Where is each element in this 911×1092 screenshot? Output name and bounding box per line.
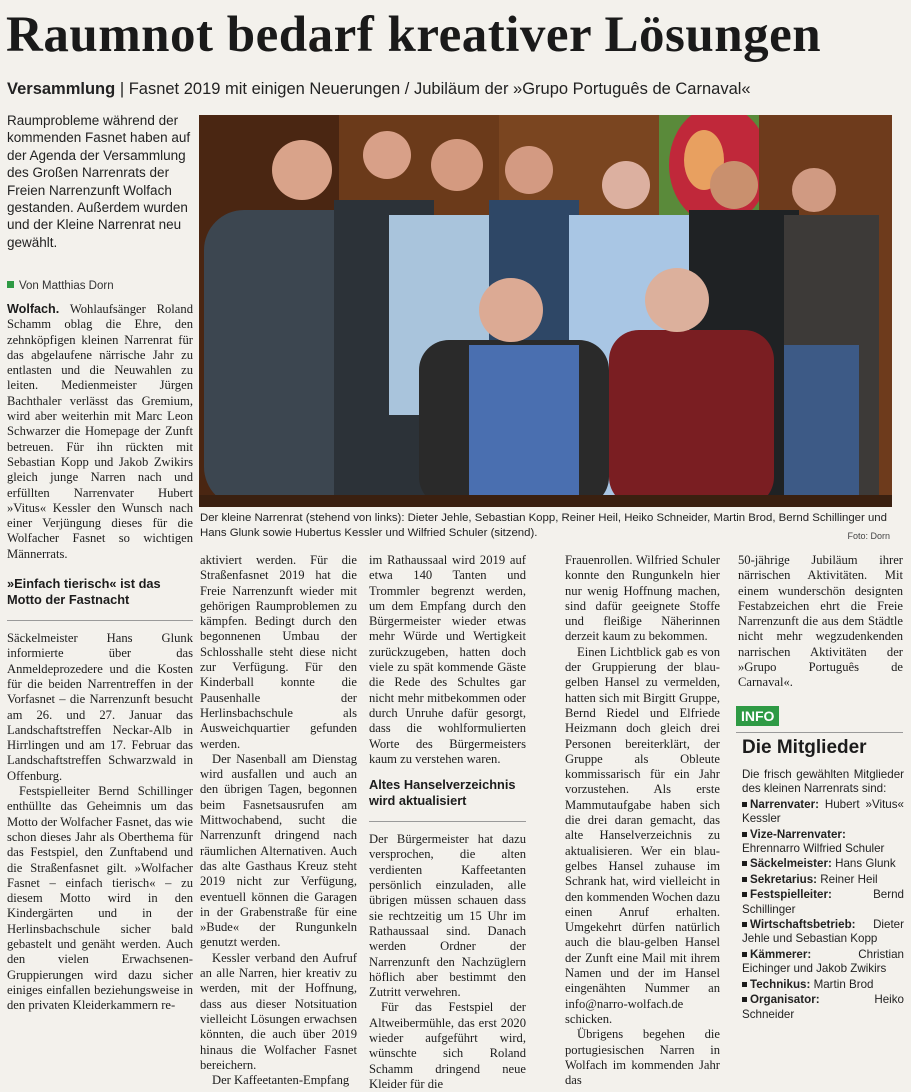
- photo-caption-text: Der kleine Narrenrat (stehend von links): Dieter Jehle, Sebastian Kopp, Reiner Heil, Heiko Schneider, Martin Brod, Bernd Schillinger und Hans Glunk sowie Hubertus Kessler und Wilfried Schuler (sitzend).: [200, 512, 887, 539]
- col2-paragraph-4: Der Kaffeetanten-Empfang: [212, 1073, 350, 1088]
- col2-paragraph-1: aktiviert werden. Für die Straßenfasnet 2019 hat die Freie Narrenzunft wieder mit gehörigen Raumproblemen zu kämpfen. Bedingt durch den begonnenen Umbau der Schlosshalle steht diese nicht zur Verfügung. Für den Kinderball konnte die Pausenhalle der Herlinsbachschule als Ausweichquartier gefunden werden.: [200, 553, 357, 751]
- left-subhead: »Einfach tierisch« ist das Motto der Fastnacht: [7, 576, 161, 608]
- info-box-body: [742, 768, 904, 1022]
- left-paragraph-1: Wohlaufsänger Roland Schamm oblag die Ehre, den zehnköpfigen kleinen Narrenrat für das abgelaufene närrische Jahr zu entlasten und die Neuwahlen zu leiten. Medienmeister Jürgen Bachthaler verlässt das Gremium, wird aber weiterhin mit Marc Leon Schwarzer die Homepage der Zunft betreuen. Für ihn rückten mit Sebastian Kopp und Jakob Zwikirs gleich junge Narren nach und erfüllten Narrenvater Hubert »Vitus« Kessler den Wunsch nach einer Verjüngung dieses für die Wolfacher Fasnet so wichtigen Männerrats.: [7, 302, 193, 561]
- col3-paragraph-3: Für das Festspiel der Altweibermühle, das erst 2020 wieder aufgeführt wird, wünschte sich Roland Schamm dringend neue Kleider für die: [369, 1000, 526, 1091]
- info-member: Säckelmeister: Hans Glunk: [742, 857, 904, 871]
- subline-separator: |: [119, 80, 125, 98]
- bullet-icon: [742, 922, 747, 927]
- col4-paragraph-1: Frauenrollen. Wilfried Schuler konnte den Rungunkeln hier nur wenig Hoffnung machen, sind dafür geeignete Stoffe und fleißige Näherinnen derzeit kaum zu bekommen.: [565, 553, 720, 644]
- author-name: Von Matthias Dorn: [19, 280, 114, 292]
- info-member: Vize-Narrenvater: Ehrennarro Wilfried Schuler: [742, 827, 885, 856]
- info-box-lead: Die frisch gewählten Mitglieder des kleinen Narrenrats sind:: [742, 768, 904, 796]
- dateline: Wolfach.: [7, 302, 60, 316]
- info-member: Festspielleiter: Bernd Schillinger: [742, 888, 904, 916]
- bullet-icon: [742, 832, 747, 837]
- col2-paragraph-3: Kessler verband den Aufruf an alle Narren, hier kreativ zu werden, mit der Hoffnung, dass aus dieser Notsituation vielleicht Lösungen erwachsen könnten, die auch über 2019 hinaus die Wolfacher Fasnet bereichern.: [200, 950, 357, 1072]
- info-member: Narrenvater: Hubert »Vitus« Kessler: [742, 797, 904, 826]
- col3-paragraph-1: im Rathaussaal wird 2019 auf etwa 140 Tanten und Trommler begrenzt werden, um dem Empfang durch den Bürgermeister wieder etwas mehr Würde und Wertigkeit zurückzugeben, hatten doch viele zu spät kommende Gäste die Rede des Schultes gar nicht mehr mitbekommen oder durch Unruhe dafür gesorgt, dass die wohlformulierten Worte des Bürgermeisters kaum zu verstehen waren.: [369, 553, 526, 766]
- left-paragraph-2: Säckelmeister Hans Glunk informierte über das Anmeldeprozedere und die Kosten für die beiden Narrentreffen in der Vorfasnet – die Narrenzunft besucht am 26. und 27. Januar das Landschaftstreffen Neckar-Alb in Hirrlingen und am 17. Februar das Landschaftstreffen Schwarzwald in Offenburg.: [7, 631, 193, 783]
- info-member: Organisator: Heiko Schneider: [742, 993, 904, 1021]
- col3-subhead: Altes Hanselverzeichnis wird aktualisiert: [369, 777, 516, 809]
- author-marker-icon: [7, 281, 14, 288]
- subline-text: Fasnet 2019 mit einigen Neuerungen / Jubiläum der »Grupo Português de Carnaval«: [128, 80, 751, 98]
- bullet-icon: [742, 952, 747, 957]
- photo-caption: [200, 511, 892, 541]
- bullet-icon: [742, 997, 747, 1002]
- bullet-icon: [742, 892, 747, 897]
- col2-paragraph-2: Der Nasenball am Dienstag wird ausfallen und auch an den übrigen Tagen, begonnen beim Fasnetsausrufen am Mittwochabend, sucht die Narrenzunft dringend nach räumlichen Alternativen. Auch das alte Gasthaus Kreuz steht 2019 nicht zur Verfügung, eventuell können die Garagen in der Grabenstraße für eine »Bude« der Rungunkeln genutzt werden.: [200, 751, 357, 950]
- col4-paragraph-2: Einen Lichtblick gab es von der Gruppierung der blau-gelben Hansel zu vermelden, hatten sich mit Birgitt Gruppe, Bernd Riedel und Elfriede Heizmann doch gleich drei Personen bereiterklärt, der Gruppe als Obleute kommissarisch für ein Jahr vorzustehen. Als erste Mammutaufgabe haben sich die drei daran gemacht, das alte Hanselverzeichnis zu aktualisieren. Wer ein blau-gelbes Hansel zuhause im Schrank hat, wird vielleicht in den kommenden Wochen dazu einen Anruf erhalten. Umgekehrt dürfen natürlich auch die blau-gelben Hansel der Zunft eine Mail mit ihrem Namen und der im Hansel eingenähten Nummer an info@narro-wolfach.de schicken.: [565, 644, 720, 1026]
- photo-credit: Foto: Dorn: [847, 531, 890, 541]
- left-subhead-rule: [7, 620, 193, 621]
- column-4: [565, 553, 720, 1088]
- group-photo-image: [199, 115, 892, 507]
- col3-paragraph-2: Der Bürgermeister hat dazu versprochen, die alten verdienten Kaffeetanten persönlich einzuladen, alle übrigen müssen schauen dass sie rechtzeitig um 15 Uhr im Rathaussaal sind. Danach werden Ordner der Narrenzunft den Nachzüglern höflich aber bestimmt den Zutritt verwehren.: [369, 832, 526, 1000]
- left-paragraph-3: Festspielleiter Bernd Schillinger enthüllte das Geheimnis um das Motto der Wolfacher Fasnet, das wie schon dieses Jahr als Oberthema für das Festspiel, den Zunftabend und die Straßenfasnet gilt. »Wolfacher Fasnet – einfach tierisch« – zu diesem Motto wird in den Kindergärten und in der Herlinsbachschule sicher bald gebastelt und genäht werden. Auch den vielen Erwachsenen-Gruppierungen wird dazu sicher einiges einfallen beziehungsweise in den privaten Kleiderkammern re-: [7, 784, 193, 1013]
- col3-subhead-rule: [369, 821, 526, 822]
- info-member: Technikus: Martin Brod: [742, 978, 904, 992]
- info-box-title: Die Mitglieder: [742, 737, 867, 758]
- column-5: [738, 553, 903, 691]
- column-2: [200, 553, 357, 1088]
- bullet-icon: [742, 877, 747, 882]
- subline-kicker: Versammlung: [7, 80, 116, 98]
- col5-paragraph-1: 50-jährige Jubiläum ihrer närrischen Aktivitäten. Mit einem wunderschön designten Festabzeichen ehrt die Freie Narrenzunft die aus dem Städtle nicht mehr wegzudenkenden narrischen Aktivitäten der »Grupo Português de Carnaval«.: [738, 553, 903, 690]
- author-line: [7, 280, 193, 292]
- info-member: Kämmerer: Christian Eichinger und Jakob Zwikirs: [742, 947, 904, 976]
- bullet-icon: [742, 802, 747, 807]
- info-tag: INFO: [736, 706, 779, 726]
- bullet-icon: [742, 861, 747, 866]
- subline: [7, 78, 907, 100]
- headline: Raumnot bedarf kreativer Lösungen: [6, 7, 822, 63]
- group-photo: [199, 115, 892, 507]
- column-3: [369, 553, 526, 1092]
- left-column: [7, 302, 193, 1013]
- info-member: Sekretarius: Reiner Heil: [742, 873, 904, 887]
- info-member: Wirtschaftsbetrieb: Dieter Jehle und Sebastian Kopp: [742, 918, 904, 946]
- info-box-header: [736, 706, 903, 733]
- col4-paragraph-3: Übrigens begehen die portugiesischen Narren in Wolfach im kommenden Jahr das: [565, 1027, 720, 1088]
- bullet-icon: [742, 982, 747, 987]
- intro-text: Raumprobleme während der kommenden Fasnet haben auf der Agenda der Versammlung des Großen Narrenrats der Freien Narrenzunft Wolfach gestanden. Außerdem wurden und der Kleine Narrenrat neu gewählt.: [7, 113, 191, 250]
